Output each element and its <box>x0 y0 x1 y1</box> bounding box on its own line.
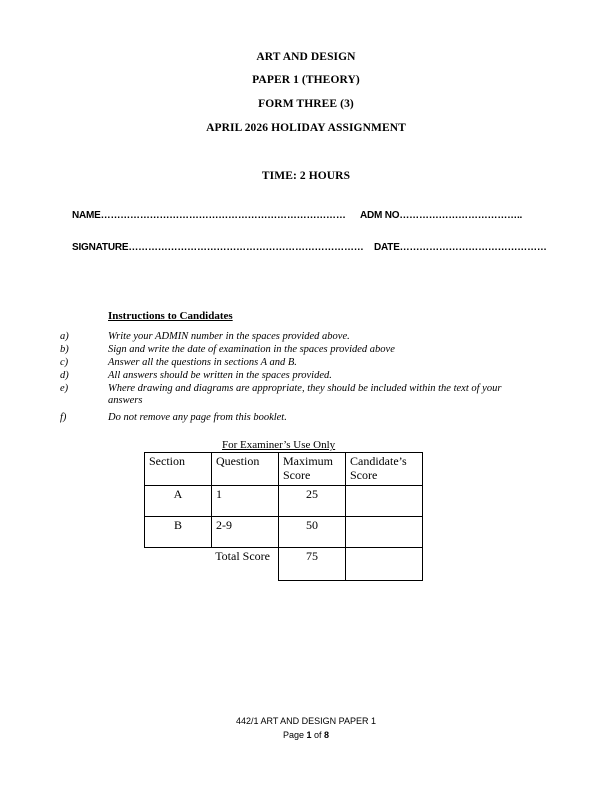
instruction-text: Do not remove any page from this booklet. <box>108 412 287 423</box>
cell-max-score: 25 <box>279 486 346 517</box>
cell-max-score: 50 <box>279 517 346 548</box>
instruction-letter: f) <box>60 412 67 423</box>
instructions-heading: Instructions to Candidates <box>108 310 233 322</box>
instruction-text: Answer all the questions in sections A and B. <box>108 357 297 368</box>
table-row <box>145 486 423 517</box>
current-page: 1 <box>306 730 312 740</box>
instruction-text: Write your ADMIN number in the spaces provided above. <box>108 331 350 342</box>
header-section: Section <box>145 453 212 486</box>
footer-paper-code: 442/1 ART AND DESIGN PAPER 1 <box>235 716 377 726</box>
instruction-text: All answers should be written in the spaces provided. <box>108 370 332 381</box>
instruction-letter: e) <box>60 383 69 394</box>
table-row <box>145 517 423 548</box>
name-field[interactable]: NAME………………………………………………………………… <box>72 210 346 221</box>
header-candidate-score: Candidate’s Score <box>346 453 423 486</box>
header-maximum-score: Maximum Score <box>279 453 346 486</box>
cell-question: 2-9 <box>212 517 279 548</box>
cell-candidate-score[interactable] <box>346 517 423 548</box>
examiner-table-caption: For Examiner’s Use Only <box>222 439 336 451</box>
form-title: FORM THREE (3) <box>258 98 354 110</box>
table-header-row <box>145 453 423 486</box>
instruction-letter: d) <box>60 370 69 381</box>
footer-page-number <box>0 730 612 740</box>
cell-question: 1 <box>212 486 279 517</box>
signature-field[interactable]: SIGNATURE……………………………………………………………… <box>72 242 364 253</box>
page-word: Page <box>282 730 304 740</box>
assignment-title: APRIL 2026 HOLIDAY ASSIGNMENT <box>206 122 406 134</box>
instruction-text: Where drawing and diagrams are appropriate, they should be included within the text of your answers <box>108 383 502 407</box>
date-field[interactable]: DATE……………………………………… <box>374 242 547 253</box>
instruction-letter: a) <box>60 331 69 342</box>
examiner-score-table <box>144 452 423 581</box>
table-total-row <box>145 548 423 581</box>
instruction-letter: c) <box>60 357 69 368</box>
cell-section: A <box>145 486 212 517</box>
total-max-score: 75 <box>279 548 346 581</box>
total-score-label: Total Score <box>145 548 279 581</box>
cell-candidate-score[interactable] <box>346 486 423 517</box>
adm-number-field[interactable]: ADM NO……………………………….. <box>360 210 523 221</box>
of-word: of <box>314 730 322 740</box>
instruction-letter: b) <box>60 344 69 355</box>
cell-section: B <box>145 517 212 548</box>
exam-time: TIME: 2 HOURS <box>261 170 351 182</box>
total-pages: 8 <box>324 730 330 740</box>
instruction-text: Sign and write the date of examination in the spaces provided above <box>108 344 395 355</box>
paper-title: PAPER 1 (THEORY) <box>252 74 360 86</box>
total-candidate-score[interactable] <box>346 548 423 581</box>
subject-title: ART AND DESIGN <box>256 51 356 63</box>
header-question: Question <box>212 453 279 486</box>
